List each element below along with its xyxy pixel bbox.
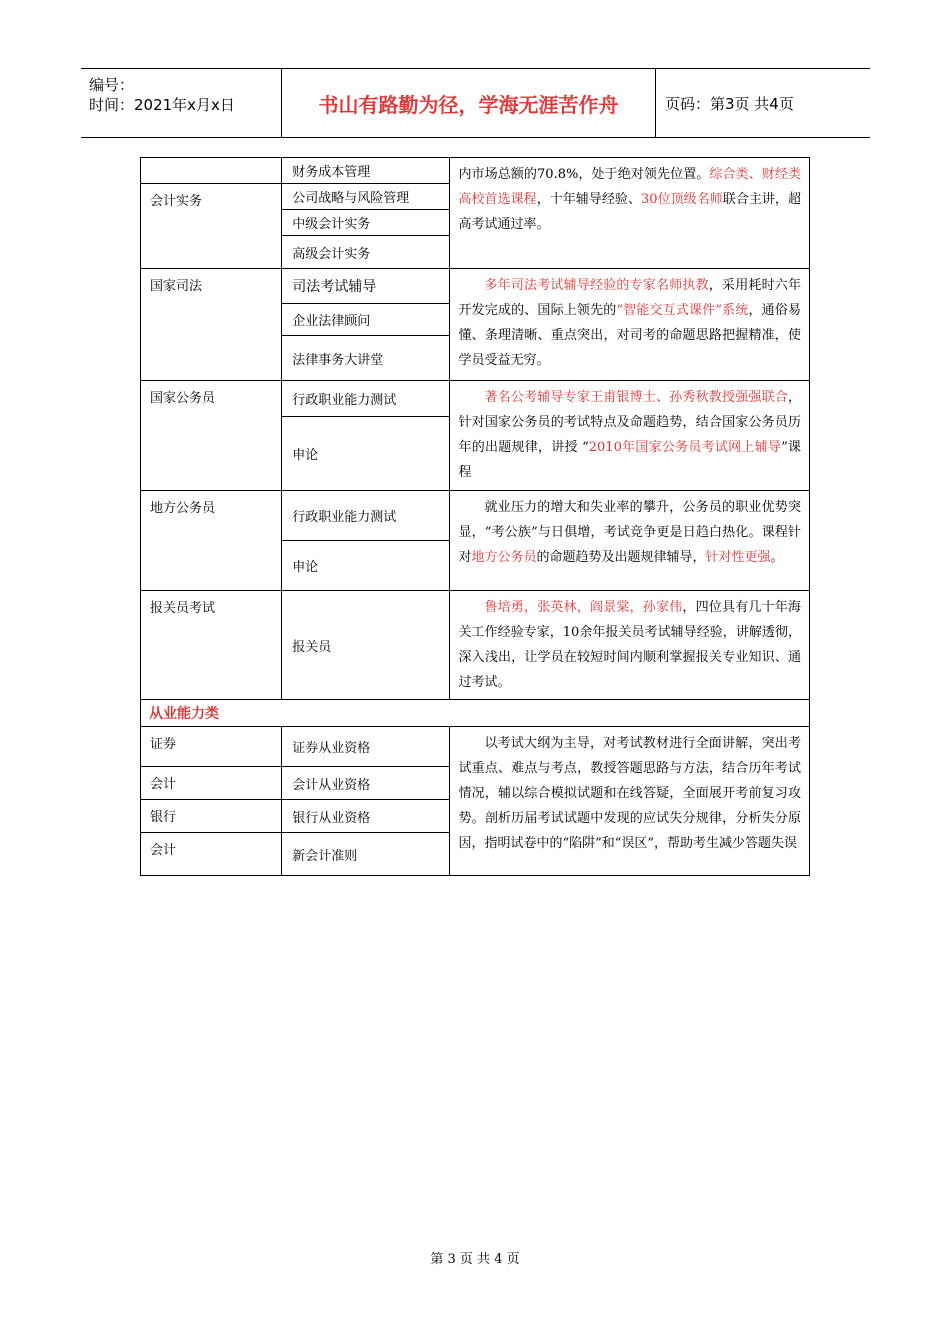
category-cell: 会计 [141, 767, 282, 800]
category-cell: 会计实务 [141, 184, 282, 269]
category-cell [141, 158, 282, 184]
description-cell: 内市场总额的70.8%，处于绝对领先位置。综合类、财经类高校首选课程，十年辅导经验、30位顶级名师联合主讲，超高考试通过率。 [450, 158, 810, 269]
category-cell: 报关员考试 [141, 591, 282, 700]
subject-cell: 申论 [282, 417, 450, 491]
subject-cell: 法律事务大讲堂 [282, 336, 450, 381]
subject-cell: 报关员 [282, 591, 450, 700]
description-cell: 以考试大纲为主导，对考试教材进行全面讲解，突出考试重点、难点与考点，教授答题思路与方法，结合历年考试情况，辅以综合模拟试题和在线答疑，全面展开考前复习攻势。剖析历届考试试题中发现的应试失分规律，分析失分原因，指明试卷中的“陷阱”和“误区”，帮助考生减少答题失误 [450, 727, 810, 876]
subject-cell: 财务成本管理 [282, 158, 450, 184]
subject-cell: 会计从业资格 [282, 767, 450, 800]
category-cell: 会计 [141, 833, 282, 876]
subject-cell: 企业法律顾问 [282, 304, 450, 336]
subject-cell: 中级会计实务 [282, 210, 450, 236]
description-cell: 鲁培勇，张英林，阎景棠，孙家伟，四位具有几十年海关工作经验专家，10余年报关员考试辅导经验，讲解透彻，深入浅出，让学员在较短时间内顺利掌握报关专业知识、通过考试。 [450, 591, 810, 700]
time-label: 时间：2021年x月x日 [89, 96, 235, 114]
subject-cell: 高级会计实务 [282, 236, 450, 269]
subject-cell: 行政职业能力测试 [282, 381, 450, 417]
header-meta [81, 69, 281, 137]
section-heading: 从业能力类 [141, 700, 810, 727]
category-cell: 银行 [141, 800, 282, 833]
subject-cell: 银行从业资格 [282, 800, 450, 833]
subject-cell: 司法考试辅导 [282, 269, 450, 304]
description-cell: 就业压力的增大和失业率的攀升，公务员的职业优势突显，“考公族”与日俱增，考试竞争更是日趋白热化。课程针对地方公务员的命题趋势及出题规律辅导，针对性更强。 [450, 491, 810, 591]
page-header [81, 68, 870, 138]
course-table [140, 157, 810, 876]
subject-cell: 申论 [282, 541, 450, 591]
category-cell: 国家司法 [141, 269, 282, 381]
description-cell: 多年司法考试辅导经验的专家名师执教，采用耗时六年开发完成的、国际上领先的“智能交互式课件”系统，通俗易懂、条理清晰、重点突出，对司考的命题思路把握精准，使学员受益无穷。 [450, 269, 810, 381]
subject-cell: 证券从业资格 [282, 727, 450, 767]
subject-cell: 新会计准则 [282, 833, 450, 876]
category-cell: 证券 [141, 727, 282, 767]
motto: 书山有路勤为径，学海无涯苦作舟 [281, 69, 656, 137]
number-label: 编号： [89, 76, 135, 94]
subject-cell: 公司战略与风险管理 [282, 184, 450, 210]
category-cell: 国家公务员 [141, 381, 282, 491]
category-cell: 地方公务员 [141, 491, 282, 591]
page-footer: 第 3 页 共 4 页 [430, 1252, 520, 1267]
description-cell: 著名公考辅导专家王甫银博士、孙秀秋教授强强联合，针对国家公务员的考试特点及命题趋势，结合国家公务员历年的出题规律，讲授 “2010年国家公务员考试网上辅导”课程 [450, 381, 810, 491]
page-info: 页码：第3页 共4页 [665, 94, 794, 113]
subject-cell: 行政职业能力测试 [282, 491, 450, 541]
